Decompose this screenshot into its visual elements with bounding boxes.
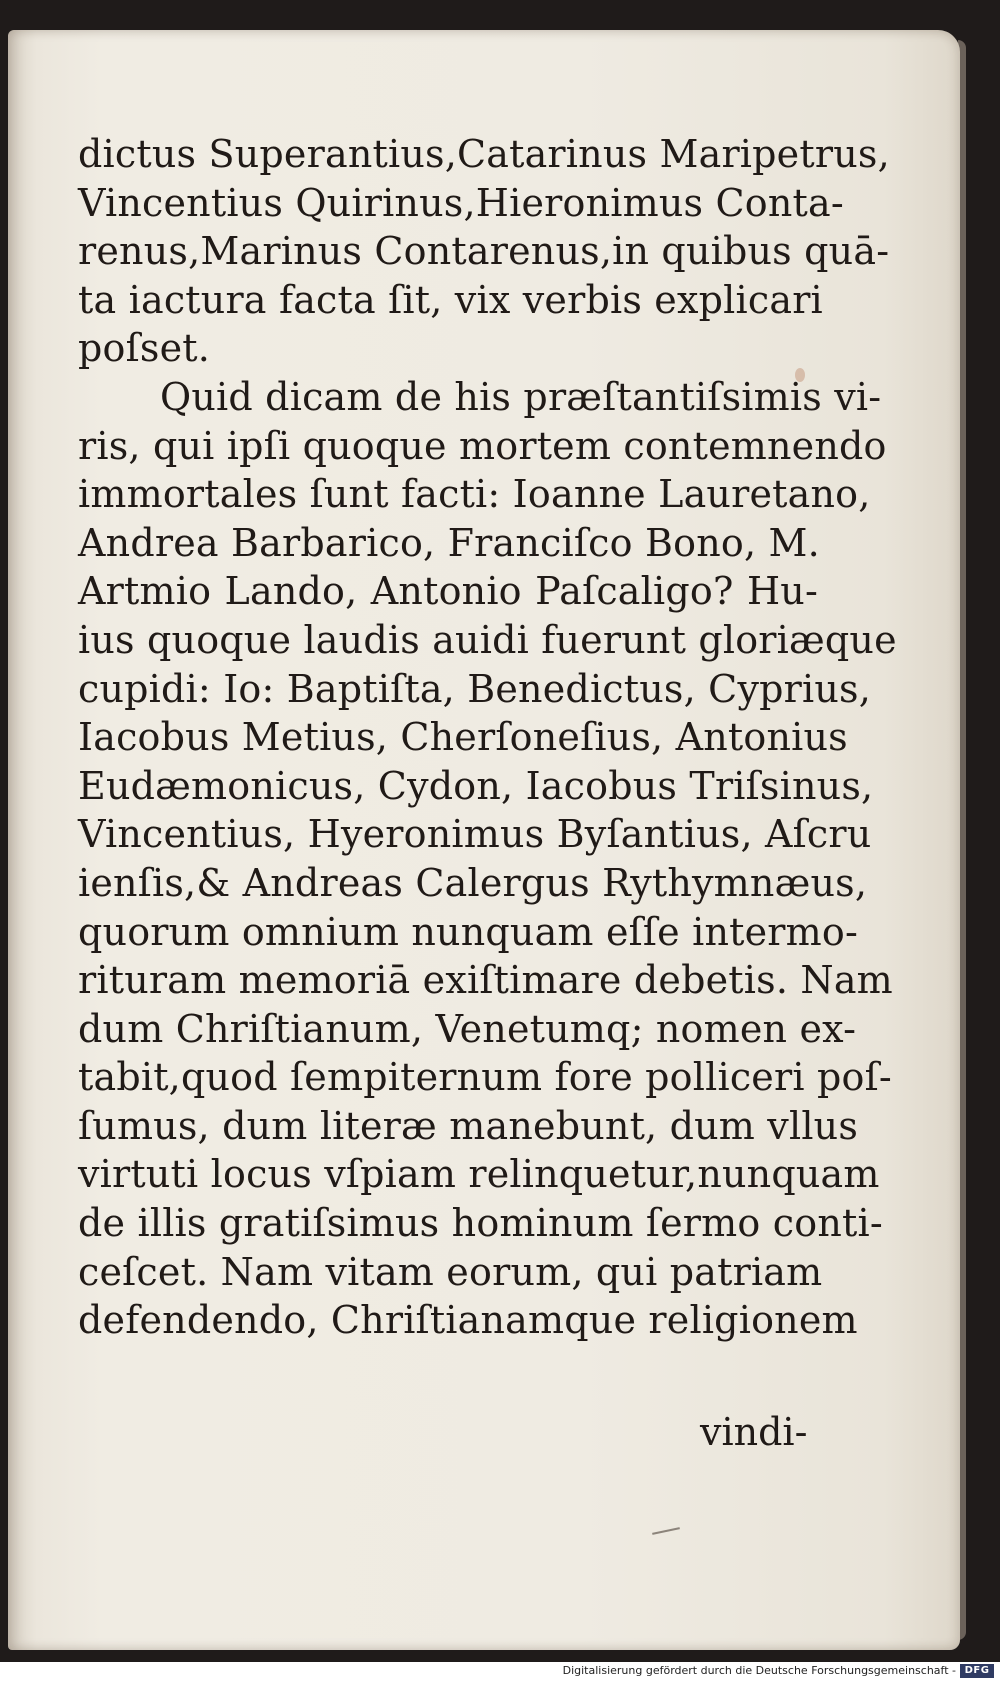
text-line: poſset. xyxy=(78,326,211,371)
text-line: dum Chriſtianum, Venetumq; nomen ex- xyxy=(78,1006,857,1051)
text-line: virtuti locus vſpiam relinquetur,nunquam xyxy=(78,1152,880,1197)
text-line: de illis gratiſsimus hominum ſermo conti- xyxy=(78,1201,883,1246)
text-line: immortales ſunt facti: Ioanne Lauretano, xyxy=(78,472,871,517)
text-line: dictus Superantius,Catarinus Maripetrus, xyxy=(78,132,890,176)
text-line: cupidi: Io: Baptiſta, Benedictus, Cyprius, xyxy=(78,666,872,711)
text-line: Artmio Lando, Antonio Paſcaligo? Hu- xyxy=(78,569,818,614)
text-line: ſumus, dum literæ manebunt, dum vllus xyxy=(78,1103,859,1148)
page-text xyxy=(78,130,897,1345)
paper-stain xyxy=(795,368,805,382)
dfg-logo-icon: DFG xyxy=(960,1664,994,1678)
text-line: ceſcet. Nam vitam eorum, qui patriam xyxy=(78,1249,823,1294)
text-line: quorum omnium nunquam eſſe intermo- xyxy=(78,909,859,954)
funding-credit: Digitalisierung gefördert durch die Deutsche Forschungsgemeinschaft - xyxy=(562,1664,956,1677)
text-line: Andrea Barbarico, Franciſco Bono, M. xyxy=(78,520,820,565)
text-line: ta iactura facta ſit, vix verbis explicari xyxy=(78,277,823,322)
paragraph-start-line: Quid dicam de his præſtantiſsimis vi- xyxy=(160,374,882,419)
text-line: Vincentius, Hyeronimus Byſantius, Aſcru xyxy=(78,812,872,857)
text-line: ienſis,& Andreas Calergus Rythymnæus, xyxy=(78,860,868,905)
text-line: Iacobus Metius, Cherſoneſius, Antonius xyxy=(78,715,848,760)
text-line: tabit,quod ſempiternum fore polliceri poſ- xyxy=(78,1055,892,1100)
text-line: Vincentius Quirinus,Hieronimus Conta- xyxy=(78,180,844,225)
catchword: vindi- xyxy=(700,1410,808,1454)
text-line: defendendo, Chriſtianamque religionem xyxy=(78,1298,858,1343)
text-line: ius quoque laudis auidi fuerunt gloriæque xyxy=(78,617,897,662)
text-line: ris, qui ipſi quoque mortem contemnendo xyxy=(78,423,887,468)
text-line: renus,Marinus Contarenus,in quibus quā- xyxy=(78,229,890,274)
text-line: Eudæmonicus, Cydon, Iacobus Triſsinus, xyxy=(78,763,874,808)
text-line: rituram memoriā exiſtimare debetis. Nam xyxy=(78,958,893,1003)
